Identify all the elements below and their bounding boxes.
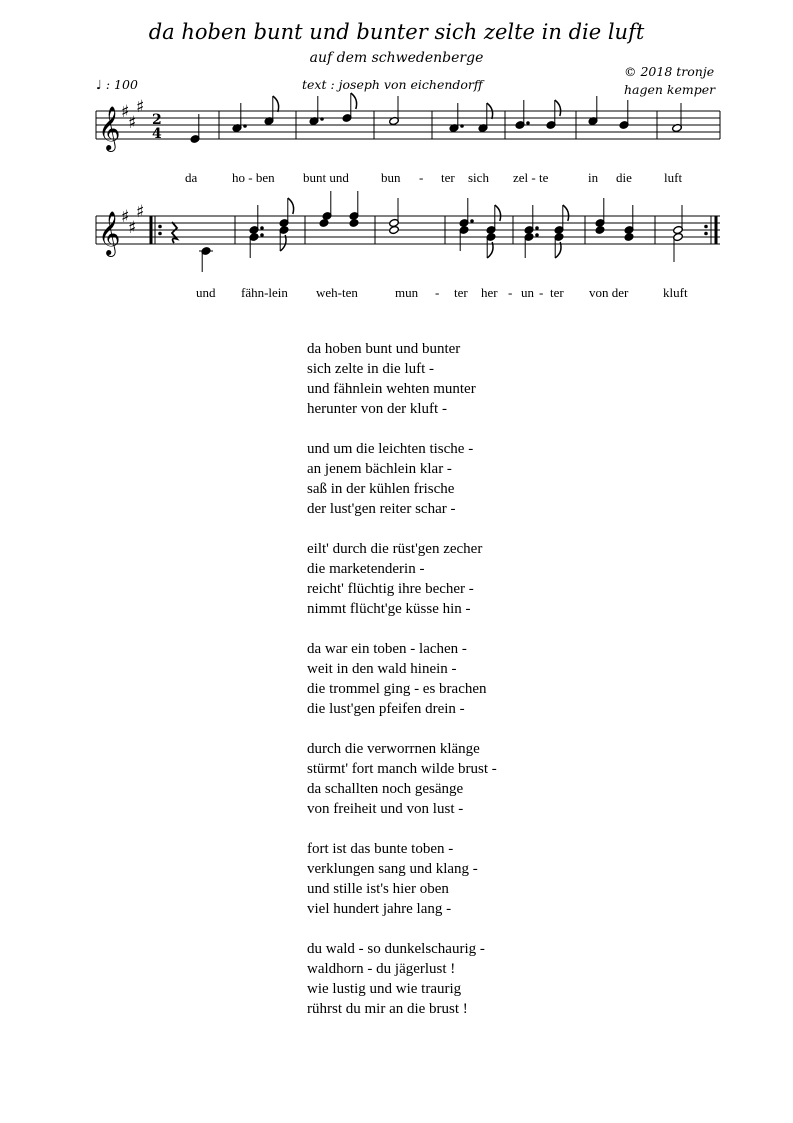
poem-stanza	[307, 339, 497, 419]
svg-text:♯: ♯	[121, 102, 130, 122]
poem-line: der lust'gen reiter schar -	[307, 501, 456, 517]
poem-line: herunter von der kluft -	[307, 401, 447, 417]
copyright-line: © 2018 tronje	[624, 64, 715, 79]
lyric-syllable: in	[588, 170, 599, 185]
lyric-syllable: die	[616, 170, 632, 185]
poem-line: da hoben bunt und bunter	[307, 341, 461, 357]
svg-text:♯: ♯	[128, 113, 137, 133]
lyric-syllable: un	[521, 285, 534, 300]
treble-clef-icon: 𝄞	[98, 211, 121, 255]
lyric-syllable: da	[185, 170, 198, 185]
key-signature	[121, 97, 144, 133]
lyric-syllable: ho - ben	[232, 170, 275, 185]
lyric-syllable: von der	[589, 285, 629, 300]
lyric-syllable: fähn-lein	[241, 285, 288, 300]
treble-clef-icon: 𝄞	[98, 106, 121, 150]
poem-line: stürmt' fort manch wilde brust -	[307, 761, 497, 777]
quarter-rest-icon	[172, 222, 177, 243]
poem-line: die marketenderin -	[307, 561, 425, 577]
svg-text:♯: ♯	[136, 97, 145, 117]
poem-line: fort ist das bunte toben -	[307, 841, 454, 857]
poem-line: sich zelte in die luft -	[307, 361, 435, 377]
poem-line: waldhorn - du jägerlust !	[307, 961, 456, 977]
music-score	[0, 0, 793, 320]
poem-line: viel hundert jahre lang -	[307, 901, 452, 917]
svg-text:♯: ♯	[121, 207, 130, 227]
poem-stanza	[307, 639, 497, 719]
lyric-syllable: -	[539, 285, 544, 300]
poem-line: und fähnlein wehten munter	[307, 381, 476, 397]
poem-line: die trommel ging - es brachen	[307, 681, 487, 697]
lyric-syllable: luft	[664, 170, 683, 185]
poem-line: nimmt flücht'ge küsse hin -	[307, 601, 471, 617]
lyric-syllable: -	[508, 285, 513, 300]
key-signature	[121, 202, 144, 238]
tempo-marking: ♩ : 100	[96, 77, 138, 92]
lyric-syllable: ter	[441, 170, 455, 185]
poem-line: durch die verworrnen klänge	[307, 741, 480, 757]
svg-text:♯: ♯	[136, 202, 145, 222]
lyric-syllable: zel - te	[513, 170, 549, 185]
poem-line: die lust'gen pfeifen drein -	[307, 701, 465, 717]
notes-system-2	[199, 191, 683, 272]
poem-stanza	[307, 539, 497, 619]
lyric-syllable: sich	[468, 170, 489, 185]
poem-line: verklungen sang und klang -	[307, 861, 478, 877]
lyric-syllable: -	[419, 170, 424, 185]
poem-text	[307, 339, 497, 1039]
poem-line: reicht' flüchtig ihre becher -	[307, 581, 474, 597]
poem-line: du wald - so dunkelschaurig -	[307, 941, 485, 957]
song-subtitle: auf dem schwedenberge	[309, 50, 484, 66]
time-signature-bottom: 4	[152, 126, 162, 142]
lyric-syllable: -	[435, 285, 440, 300]
poem-line: da schallten noch gesänge	[307, 781, 464, 797]
poem-stanza	[307, 439, 497, 519]
lyric-syllable: weh-ten	[316, 285, 358, 300]
lyric-syllable: und	[196, 285, 216, 300]
poem-line: von freiheit und von lust -	[307, 801, 464, 817]
song-title: da hoben bunt und bunter sich zelte in die luft	[148, 20, 645, 44]
poem-line: und um die leichten tische -	[307, 441, 474, 457]
lyric-syllable: her	[481, 285, 498, 300]
poem-line: und stille ist's hier oben	[307, 881, 449, 897]
poem-line: an jenem bächlein klar -	[307, 461, 452, 477]
lyric-syllable: bunt und	[303, 170, 349, 185]
lyric-syllable: ter	[550, 285, 564, 300]
poem-line: rührst du mir an die brust !	[307, 1001, 468, 1017]
copyright-line: hagen kemper	[624, 82, 716, 97]
time-signature-top: 2	[152, 112, 162, 128]
lyric-syllable: mun	[395, 285, 419, 300]
poem-line: saß in der kühlen frische	[307, 481, 455, 497]
lyric-syllable: ter	[454, 285, 468, 300]
poem-line: eilt' durch die rüst'gen zecher	[307, 541, 483, 557]
poem-line: wie lustig und wie traurig	[307, 981, 462, 997]
lyric-syllable: kluft	[663, 285, 688, 300]
poem-stanza	[307, 839, 497, 919]
poem-stanza	[307, 939, 497, 1019]
lyric-syllable: bun	[381, 170, 401, 185]
poem-line: weit in den wald hinein -	[307, 661, 457, 677]
text-credit: text : joseph von eichendorff	[302, 77, 483, 92]
svg-text:♯: ♯	[128, 218, 137, 238]
poem-stanza	[307, 739, 497, 819]
poem-line: da war ein toben - lachen -	[307, 641, 467, 657]
